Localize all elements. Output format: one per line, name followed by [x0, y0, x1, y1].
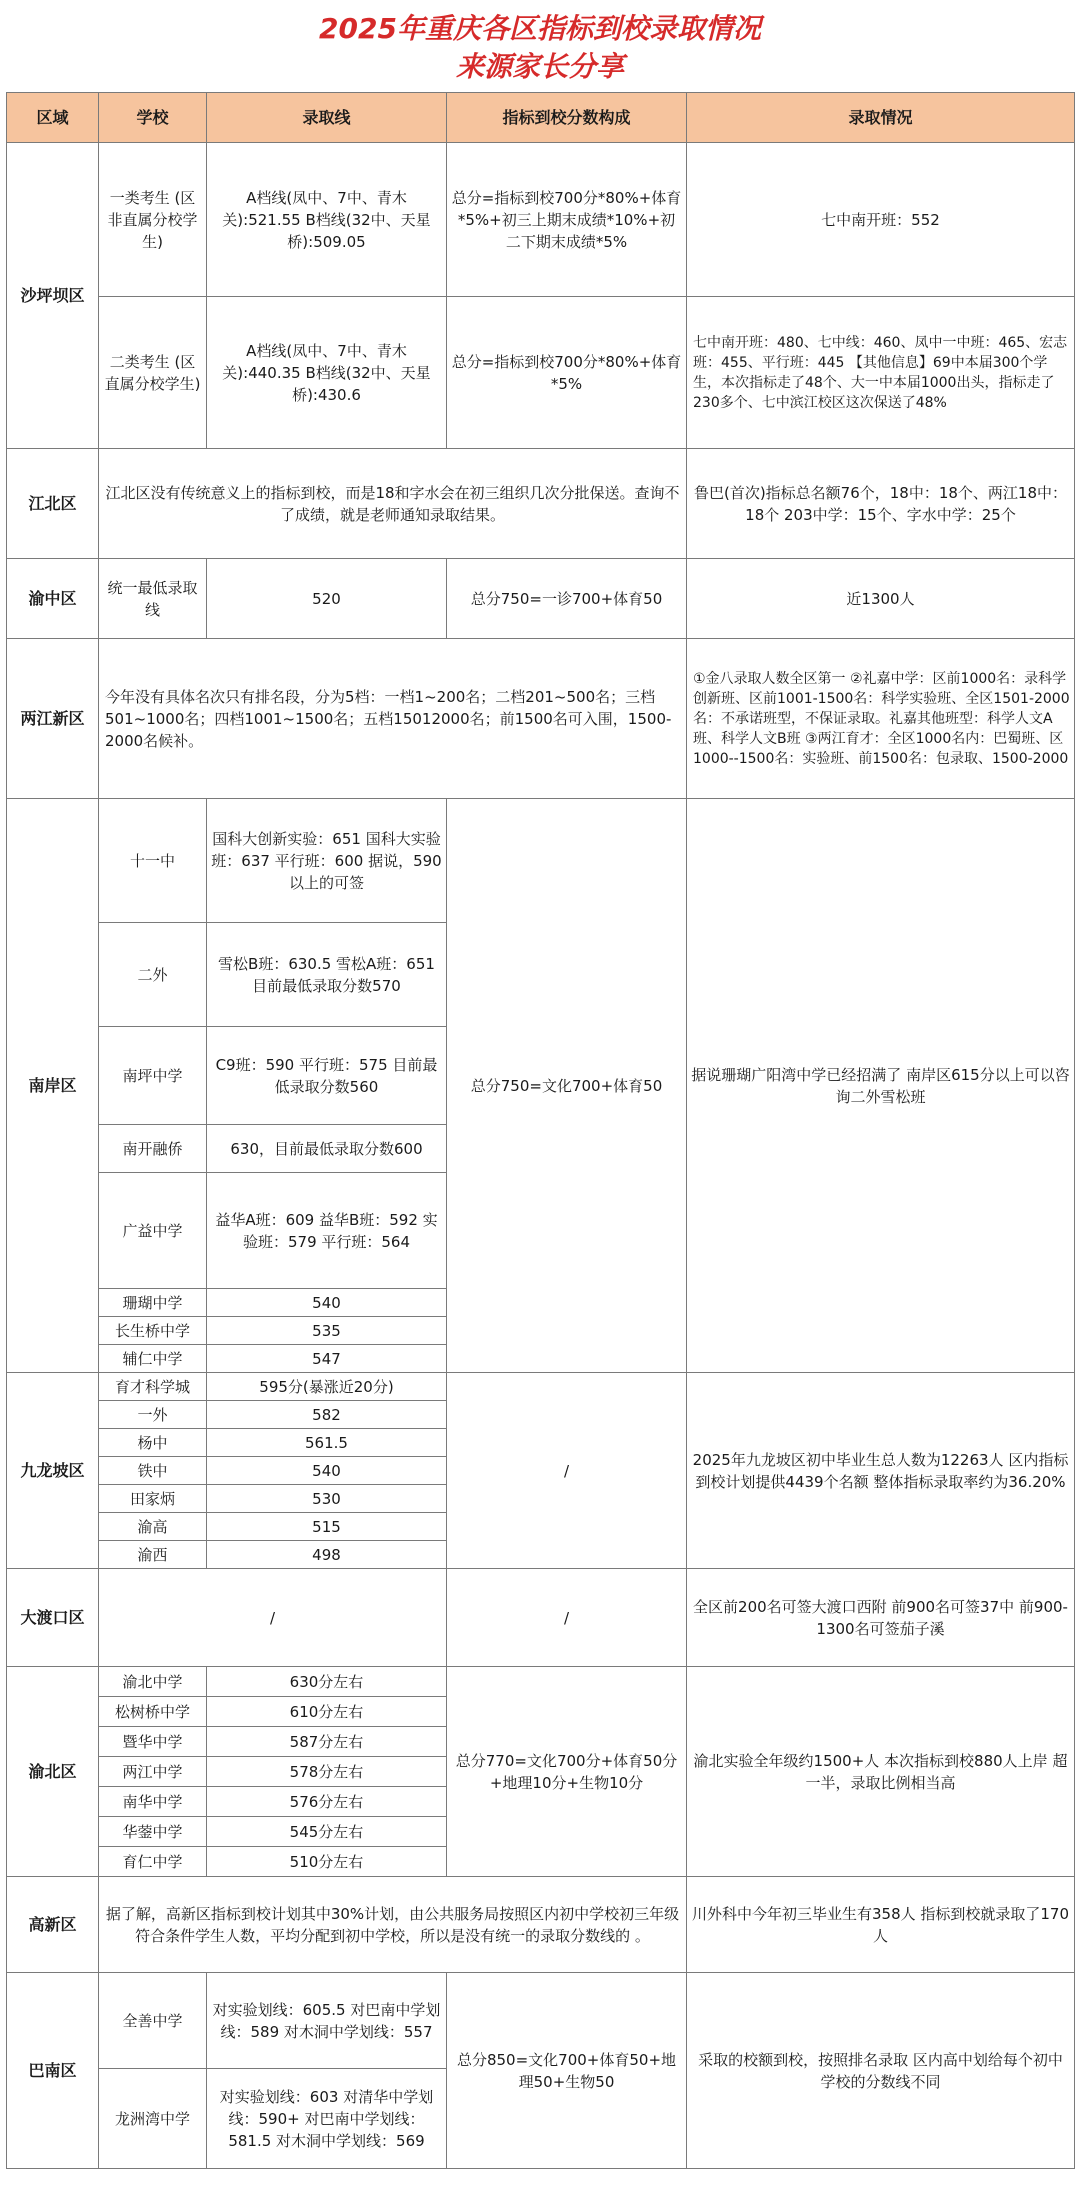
line-cell: C9班：590 平行班：575 目前最低录取分数560 [207, 1027, 447, 1125]
school-cell: 杨中 [99, 1429, 207, 1457]
table-row [7, 1667, 1075, 1697]
table-row [7, 297, 1075, 449]
composition-cell: / [447, 1569, 687, 1667]
table-row [7, 449, 1075, 559]
result-cell: 2025年九龙坡区初中毕业生总人数为12263人 区内指标到校计划提供4439个名额 整体指标录取率约为36.20% [687, 1373, 1075, 1569]
school-cell: 两江中学 [99, 1757, 207, 1787]
school-cell: 一外 [99, 1401, 207, 1429]
line-cell: 益华A班：609 益华B班：592 实验班：579 平行班：564 [207, 1173, 447, 1289]
table-row [7, 799, 1075, 923]
line-cell: 576分左右 [207, 1787, 447, 1817]
line-cell: 595分(暴涨近20分) [207, 1373, 447, 1401]
school-cell: 渝北中学 [99, 1667, 207, 1697]
line-cell: 561.5 [207, 1429, 447, 1457]
region-cell: 九龙坡区 [7, 1373, 99, 1569]
school-cell: 南开融侨 [99, 1125, 207, 1173]
table-row [7, 143, 1075, 297]
region-cell: 大渡口区 [7, 1569, 99, 1667]
line-cell: 国科大创新实验：651 国科大实验班：637 平行班：600 据说，590以上的可签 [207, 799, 447, 923]
composition-cell: 总分850=文化700+体育50+地理50+生物50 [447, 1973, 687, 2169]
line-cell: 540 [207, 1289, 447, 1317]
line-cell: 540 [207, 1457, 447, 1485]
line-cell: A档线(凤中、7中、青木关):440.35 B档线(32中、天星桥):430.6 [207, 297, 447, 449]
school-cell: 华蓥中学 [99, 1817, 207, 1847]
region-cell: 渝北区 [7, 1667, 99, 1877]
title-block [0, 0, 1080, 92]
composition-cell: 总分=指标到校700分*80%+体育*5%+初三上期末成绩*10%+初二下期末成绩*5% [447, 143, 687, 297]
result-cell: 据说珊瑚广阳湾中学已经招满了 南岸区615分以上可以咨询二外雪松班 [687, 799, 1075, 1373]
line-cell: 582 [207, 1401, 447, 1429]
school-cell: 十一中 [99, 799, 207, 923]
school-cell: 广益中学 [99, 1173, 207, 1289]
composition-cell: 总分750=一诊700+体育50 [447, 559, 687, 639]
header-region: 区域 [7, 93, 99, 143]
result-cell: 七中南开班：552 [687, 143, 1075, 297]
line-cell: 498 [207, 1541, 447, 1569]
region-cell: 高新区 [7, 1877, 99, 1973]
result-cell: ①金八录取人数全区第一 ②礼嘉中学：区前1000名：录科学创新班、区前1001-1500名：科学实验班、全区1501-2000名：不承诺班型，不保证录取。礼嘉其他班型：科学人文A班、科学人文B班 ③两江育才：全区1000名内：巴蜀班、区1000--1500名：实验班、前1500名：包录取、1500-2000 [687, 639, 1075, 799]
school-cell: 暨华中学 [99, 1727, 207, 1757]
line-cell: 547 [207, 1345, 447, 1373]
composition-cell: 总分770=文化700分+体育50分+地理10分+生物10分 [447, 1667, 687, 1877]
result-cell: 川外科中今年初三毕业生有358人 指标到校就录取了170人 [687, 1877, 1075, 1973]
table-row [7, 1569, 1075, 1667]
result-cell: 渝北实验全年级约1500+人 本次指标到校880人上岸 超一半，录取比例相当高 [687, 1667, 1075, 1877]
line-cell: 530 [207, 1485, 447, 1513]
region-cell: 渝中区 [7, 559, 99, 639]
header-line: 录取线 [207, 93, 447, 143]
description-cell: 据了解，高新区指标到校计划其中30%计划，由公共服务局按照区内初中学校初三年级符合条件学生人数，平均分配到初中学校，所以是没有统一的录取分数线的 。 [99, 1877, 687, 1973]
line-cell: 545分左右 [207, 1817, 447, 1847]
table-row [7, 1877, 1075, 1973]
page-title: 2025年重庆各区指标到校录取情况 [319, 12, 761, 45]
line-cell: 535 [207, 1317, 447, 1345]
school-cell: 珊瑚中学 [99, 1289, 207, 1317]
description-cell: 今年没有具体名次只有排名段，分为5档：一档1~200名；二档201~500名；三档501~1000名；四档1001~1500名；五档15012000名；前1500名可入围，1500-2000名候补。 [99, 639, 687, 799]
header-school: 学校 [99, 93, 207, 143]
school-cell: 二类考生 (区直属分校学生) [99, 297, 207, 449]
result-cell: 鲁巴(首次)指标总名额76个，18中：18个、两江18中：18个 203中学：15个、字水中学：25个 [687, 449, 1075, 559]
school-cell: 龙洲湾中学 [99, 2069, 207, 2169]
line-cell: 对实验划线：605.5 对巴南中学划线：589 对木洞中学划线：557 [207, 1973, 447, 2069]
region-cell: 沙坪坝区 [7, 143, 99, 449]
result-cell: 近1300人 [687, 559, 1075, 639]
line-cell: / [99, 1569, 447, 1667]
region-cell: 南岸区 [7, 799, 99, 1373]
header-result: 录取情况 [687, 93, 1075, 143]
line-cell: A档线(凤中、7中、青木关):521.55 B档线(32中、天星桥):509.05 [207, 143, 447, 297]
school-cell: 南坪中学 [99, 1027, 207, 1125]
school-cell: 辅仁中学 [99, 1345, 207, 1373]
line-cell: 雪松B班：630.5 雪松A班：651 目前最低录取分数570 [207, 923, 447, 1027]
result-cell: 全区前200名可签大渡口西附 前900名可签37中 前900-1300名可签茄子溪 [687, 1569, 1075, 1667]
table-row [7, 1373, 1075, 1401]
composition-cell: / [447, 1373, 687, 1569]
header-row [7, 93, 1075, 143]
region-cell: 巴南区 [7, 1973, 99, 2169]
admission-table [6, 92, 1075, 2169]
table-row [7, 1973, 1075, 2069]
school-cell: 全善中学 [99, 1973, 207, 2069]
description-cell: 江北区没有传统意义上的指标到校，而是18和字水会在初三组织几次分批保送。查询不了成绩，就是老师通知录取结果。 [99, 449, 687, 559]
school-cell: 一类考生 (区非直属分校学生) [99, 143, 207, 297]
region-cell: 两江新区 [7, 639, 99, 799]
line-cell: 515 [207, 1513, 447, 1541]
line-cell: 630分左右 [207, 1667, 447, 1697]
school-cell: 渝高 [99, 1513, 207, 1541]
composition-cell: 总分750=文化700+体育50 [447, 799, 687, 1373]
school-cell: 田家炳 [99, 1485, 207, 1513]
region-cell: 江北区 [7, 449, 99, 559]
line-cell: 510分左右 [207, 1847, 447, 1877]
school-cell: 二外 [99, 923, 207, 1027]
school-cell: 育仁中学 [99, 1847, 207, 1877]
line-cell: 630，目前最低录取分数600 [207, 1125, 447, 1173]
table-row [7, 559, 1075, 639]
composition-cell: 总分=指标到校700分*80%+体育*5% [447, 297, 687, 449]
school-cell: 育才科学城 [99, 1373, 207, 1401]
line-cell: 520 [207, 559, 447, 639]
school-cell: 铁中 [99, 1457, 207, 1485]
result-cell: 采取的校额到校，按照排名录取 区内高中划给每个初中学校的分数线不同 [687, 1973, 1075, 2169]
school-cell: 松树桥中学 [99, 1697, 207, 1727]
line-cell: 610分左右 [207, 1697, 447, 1727]
table-row [7, 639, 1075, 799]
line-cell: 587分左右 [207, 1727, 447, 1757]
line-cell: 578分左右 [207, 1757, 447, 1787]
header-composition: 指标到校分数构成 [447, 93, 687, 143]
line-cell: 对实验划线：603 对清华中学划线：590+ 对巴南中学划线：581.5 对木洞中学划线：569 [207, 2069, 447, 2169]
school-cell: 统一最低录取线 [99, 559, 207, 639]
result-cell: 七中南开班：480、七中线：460、凤中一中班：465、宏志班：455、平行班：445 【其他信息】69中本届300个学生，本次指标走了48个、大一中本届1000出头，指标走了230多个、七中滨江校区这次保送了48% [687, 297, 1075, 449]
page-subtitle: 来源家长分享 [455, 50, 624, 83]
school-cell: 渝西 [99, 1541, 207, 1569]
school-cell: 南华中学 [99, 1787, 207, 1817]
school-cell: 长生桥中学 [99, 1317, 207, 1345]
